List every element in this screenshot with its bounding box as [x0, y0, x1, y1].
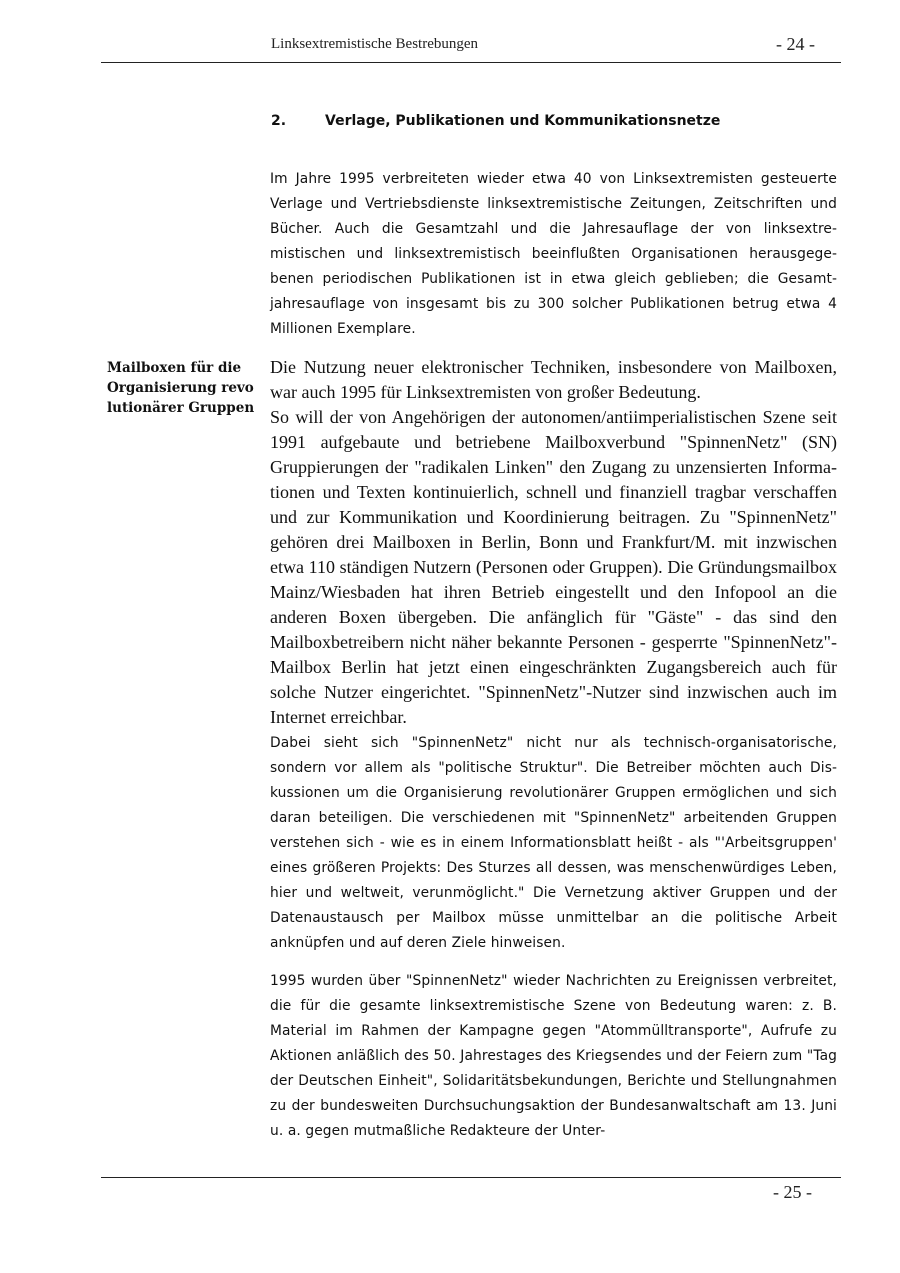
- header-page-number: - 24 -: [776, 34, 815, 54]
- footer-rule: [101, 1177, 841, 1178]
- margin-note: [107, 358, 257, 418]
- margin-note-line: Organisierung revo: [107, 380, 254, 396]
- paragraph-spinnennetz: So will der von Angehörigen der autonomen/antiimperialistischen Szene seit 1991 aufgebaute und betriebene Mailboxverbund "SpinnenNetz" (SN) Gruppierungen der "radikalen Linken" den Zugang zu unzensierten Informationen und Texten kontinuierlich, schnell und finanziell tragbar verschaffen und zur Kommunikation und Koordinierung beitragen. Zu "SpinnenNetz" gehören drei Mailboxen in Berlin, Bonn und Frankfurt/M. mit inzwischen etwa 110 ständigen Nutzern (Personen oder Gruppen). Die Gründungsmailbox Mainz/Wiesbaden hat ihren Betrieb eingestellt und den Infopool an die anderen Boxen übergeben. Die anfänglich für "Gäste" - das sind den Mailboxbetreibern nicht näher bekannte Personen - gesperrte "SpinnenNetz"-Mailbox Berlin hat jetzt einen eingeschränkten Zugangsbereich auch für solche Nutzer eingerichtet. "SpinnenNetz"-Nutzer sind inzwischen auch im Internet erreichbar.: [270, 407, 837, 727]
- paragraph-mailboxes: [270, 355, 837, 730]
- margin-note-line: Mailboxen für die: [107, 360, 242, 376]
- section-title: Verlage, Publikationen und Kommunikationsnetze: [325, 113, 721, 129]
- paragraph-political-structure: Dabei sieht sich "SpinnenNetz" nicht nur als technisch-organisatorische, sondern vor allem als "politische Struktur". Die Betreiber möchten auch Diskussionen um die Organisierung revolutionärer Gruppen ermöglichen und sich daran beteiligen. Die verschiedenen mit "SpinnenNetz" arbeitenden Gruppen verstehen sich - wie es in einem Informationsblatt heißt - als "'Arbeitsgruppen' eines größeren Projekts: Des Sturzes all dessen, was menschenwürdiges Leben, hier und weltweit, verunmöglicht." Die Vernetzung aktiver Gruppen und der Datenaustausch per Mailbox müsse unmittelbar an die politische Arbeit anknüpfen und auf deren Ziele hinweisen.: [270, 735, 837, 951]
- section-number: 2.: [271, 113, 287, 129]
- margin-note-line: lutionärer Gruppen: [107, 400, 255, 416]
- paragraph-mailboxes-intro: Die Nutzung neuer elektronischer Techniken, insbesondere von Mailboxen, war auch 1995 für Linksextremisten von großer Bedeutung.: [270, 357, 837, 402]
- section-heading: [271, 113, 720, 129]
- paragraph-news-1995: 1995 wurden über "SpinnenNetz" wieder Nachrichten zu Ereignissen verbreitet, die für die gesamte linksextremistische Szene von Bedeutung waren: z. B. Material im Rahmen der Kampagne gegen "Atommülltransporte", Aufrufe zu Aktionen anläßlich des 50. Jahrestages des Kriegsendes und der Feiern zum "Tag der Deutschen Einheit", Solidaritätsbekundungen, Berichte und Stellungnahmen zu der bundesweiten Durchsuchungsaktion der Bundesanwaltschaft am 13. Juni u. a. gegen mutmaßliche Redakteure der Unter-: [270, 973, 837, 1139]
- page-header: [101, 30, 841, 63]
- footer-page-number: - 25 -: [773, 1182, 812, 1202]
- header-title: Linksextremistische Bestrebungen: [271, 36, 479, 52]
- paragraph-publications: Im Jahre 1995 verbreiteten wieder etwa 40 von Linksextremisten gesteuerte Verlage und Vertriebsdienste linksextremistische Zeitungen, Zeitschriften und Bücher. Auch die Gesamtzahl und die Jahresauflage der von linksextremistischen und linksextremistisch beeinflußten Organisationen herausgegebenen periodischen Publikationen ist in etwa gleich geblieben; die Gesamtjahresauflage von insgesamt bis zu 300 solcher Publikationen betrug etwa 4 Millionen Exemplare.: [270, 171, 837, 337]
